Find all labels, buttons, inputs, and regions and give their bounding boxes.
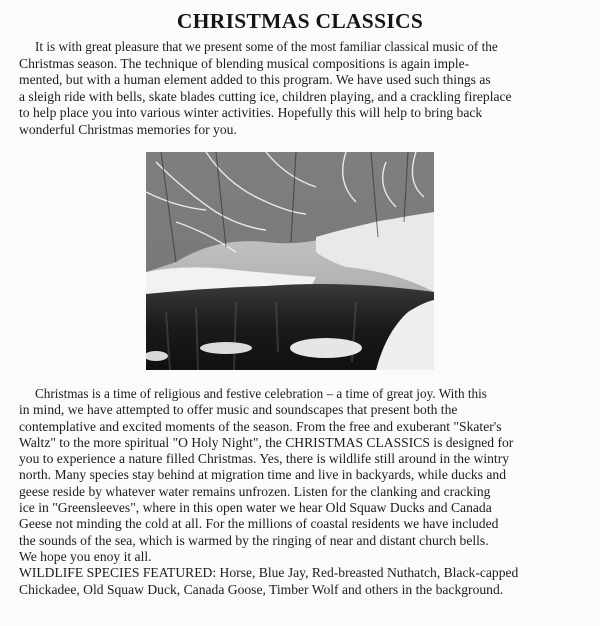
body-line: north. Many species stay behind at migration time and live in backyards, while ducks and — [19, 467, 506, 483]
body-line: the sounds of the sea, which is warmed by the ringing of near and distant church bells. — [19, 532, 489, 548]
body-line: geese reside by whatever water remains unfrozen. Listen for the clanking and cracking — [19, 483, 491, 499]
body-line: you to experience a nature filled Christmas. Yes, there is wildlife still around in the wintry — [19, 451, 510, 467]
body-paragraph — [19, 386, 581, 598]
intro-line: It is with great pleasure that we present some of the most familiar classical music of the — [35, 39, 498, 54]
intro-line: wonderful Christmas memories for you. — [19, 121, 237, 137]
intro-line: a sleigh ride with bells, skate blades cutting ice, children playing, and a crackling fireplace — [19, 88, 512, 104]
body-line: ice in "Greensleeves", where in this open water we hear Old Squaw Ducks and Canada — [19, 500, 492, 516]
body-line: Waltz" to the more spiritual "O Holy Night", the CHRISTMAS CLASSICS is designed for — [19, 434, 514, 450]
body-line: We hope you enoy it all. — [19, 548, 152, 564]
body-line: in mind, we have attempted to offer music and soundscapes that present both the — [19, 402, 458, 418]
body-line: contemplative and excited moments of the season. From the free and exuberant "Skater's — [19, 418, 502, 434]
snowy-river-photo — [146, 152, 434, 370]
body-line: Christmas is a time of religious and festive celebration – a time of great joy. With this — [35, 386, 487, 401]
intro-line: to help place you into various winter activities. Hopefully this will help to bring back — [19, 105, 483, 121]
intro-paragraph — [19, 39, 581, 139]
body-line: Geese not minding the cold at all. For the millions of coastal residents we have included — [19, 516, 499, 532]
intro-line: Christmas season. The technique of blending musical compositions is again imple- — [19, 55, 470, 71]
wildlife-species-line: WILDLIFE SPECIES FEATURED: Horse, Blue Jay, Red-breasted Nuthatch, Black-capped — [19, 565, 519, 581]
intro-line: mented, but with a human element added to this program. We have used such things as — [19, 72, 491, 88]
page-title: CHRISTMAS CLASSICS — [176, 9, 424, 33]
wildlife-species-line: Chickadee, Old Squaw Duck, Canada Goose, Timber Wolf and others in the background. — [19, 581, 504, 597]
